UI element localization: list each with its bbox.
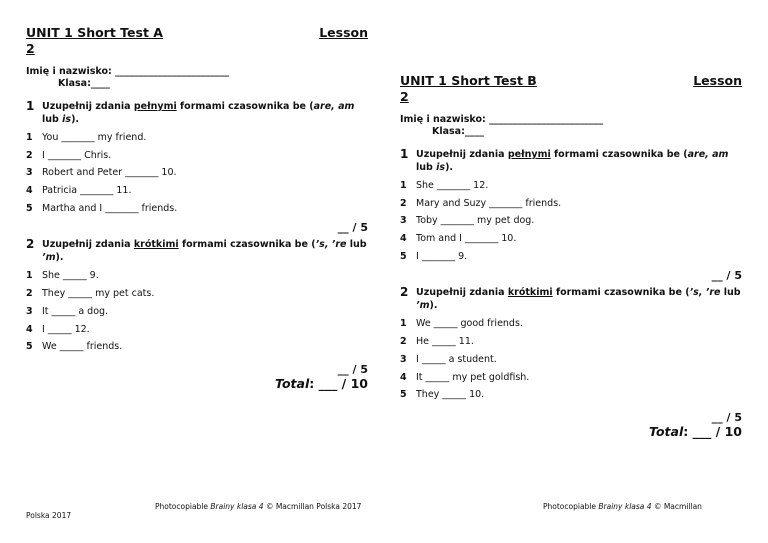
task-instruction: Uzupełnij zdania krótkimi formami czasownika be (’s, ’re lub ’m). <box>416 287 741 312</box>
test-a-lesson-label: Lesson <box>319 25 368 40</box>
test-b-total: Total: ___ / 10 <box>649 423 742 439</box>
test-a-total: Total: ___ / 10 <box>275 375 368 391</box>
test-a-name-field[interactable]: Imię i nazwisko: ________________________ <box>26 66 230 77</box>
task-number: 1 <box>400 147 409 161</box>
list-item[interactable]: 1 She _____ 9. <box>26 270 99 282</box>
list-item[interactable]: 2 I _______ Chris. <box>26 149 112 161</box>
list-item[interactable]: 4 I _____ 12. <box>26 323 90 335</box>
task-items <box>400 180 742 268</box>
task-number: 1 <box>26 99 35 113</box>
test-a-title: UNIT 1 Short Test A <box>26 25 163 40</box>
test-b-lesson-number: 2 <box>400 89 409 104</box>
list-item[interactable]: 3 I _____ a student. <box>400 353 497 365</box>
list-item[interactable]: 3 Toby _______ my pet dog. <box>400 215 535 227</box>
list-item[interactable]: 2 Mary and Suzy _______ friends. <box>400 197 562 209</box>
test-b-sheet <box>400 73 742 439</box>
list-item[interactable]: 5 I _______ 9. <box>400 250 468 262</box>
list-item[interactable]: 1 We _____ good friends. <box>400 318 523 330</box>
list-item[interactable]: 2 They _____ my pet cats. <box>26 288 155 300</box>
test-b-task-2 <box>400 286 742 438</box>
test-b-title: UNIT 1 Short Test B <box>400 73 537 88</box>
list-item[interactable]: 2 He _____ 11. <box>400 336 474 348</box>
test-a-task-1 <box>26 100 368 234</box>
test-a-header <box>26 25 368 41</box>
list-item[interactable]: 4 Patricia _______ 11. <box>26 185 132 197</box>
list-item[interactable]: 4 It _____ my pet goldfish. <box>400 371 530 383</box>
test-b-task-1 <box>400 148 742 282</box>
task-number: 2 <box>26 237 35 252</box>
list-item[interactable]: 1 She _______ 12. <box>400 180 489 191</box>
test-a-lesson-number: 2 <box>26 41 35 56</box>
list-item[interactable]: 3 It _____ a dog. <box>26 305 109 317</box>
task-instruction: Uzupełnij zdania pełnymi formami czasownika be (are, am lub is). <box>416 149 729 173</box>
test-b-student-fields <box>400 114 742 138</box>
test-b-class-field[interactable]: Klasa:____ <box>432 126 484 137</box>
task-number: 2 <box>400 285 409 300</box>
task-items <box>26 132 368 220</box>
list-item[interactable]: 1 You _______ my friend. <box>26 132 147 143</box>
task-items <box>26 270 368 358</box>
test-a-sheet <box>26 25 368 391</box>
list-item[interactable]: 5 Martha and I _______ friends. <box>26 202 178 214</box>
list-item[interactable]: 3 Robert and Peter _______ 10. <box>26 167 177 179</box>
test-a-class-field[interactable]: Klasa:____ <box>58 78 110 89</box>
list-item[interactable]: 5 They _____ 10. <box>400 389 485 401</box>
footer-b: Photocopiable Brainy klasa 4 © Macmillan <box>543 502 702 511</box>
task-instruction: Uzupełnij zdania pełnymi formami czasownika be (are, am lub is). <box>42 101 355 125</box>
footer-b-wrap: Polska 2017 <box>26 511 72 520</box>
test-b-name-field[interactable]: Imię i nazwisko: ________________________ <box>400 114 604 125</box>
task-score: __ / 5 <box>337 362 368 376</box>
task-score: __ / 5 <box>337 221 368 235</box>
test-b-header <box>400 73 742 89</box>
footer-a: Photocopiable Brainy klasa 4 © Macmillan Polska 2017 <box>155 502 362 511</box>
test-b-lesson-label: Lesson <box>693 73 742 88</box>
test-a-task-2 <box>26 238 368 390</box>
task-score: __ / 5 <box>711 410 742 424</box>
list-item[interactable]: 5 We _____ friends. <box>26 341 123 353</box>
test-a-student-fields <box>26 66 368 90</box>
list-item[interactable]: 4 Tom and I _______ 10. <box>400 233 517 245</box>
task-items <box>400 318 742 406</box>
task-score: __ / 5 <box>711 269 742 283</box>
task-instruction: Uzupełnij zdania krótkimi formami czasownika be (’s, ’re lub ’m). <box>42 239 367 264</box>
